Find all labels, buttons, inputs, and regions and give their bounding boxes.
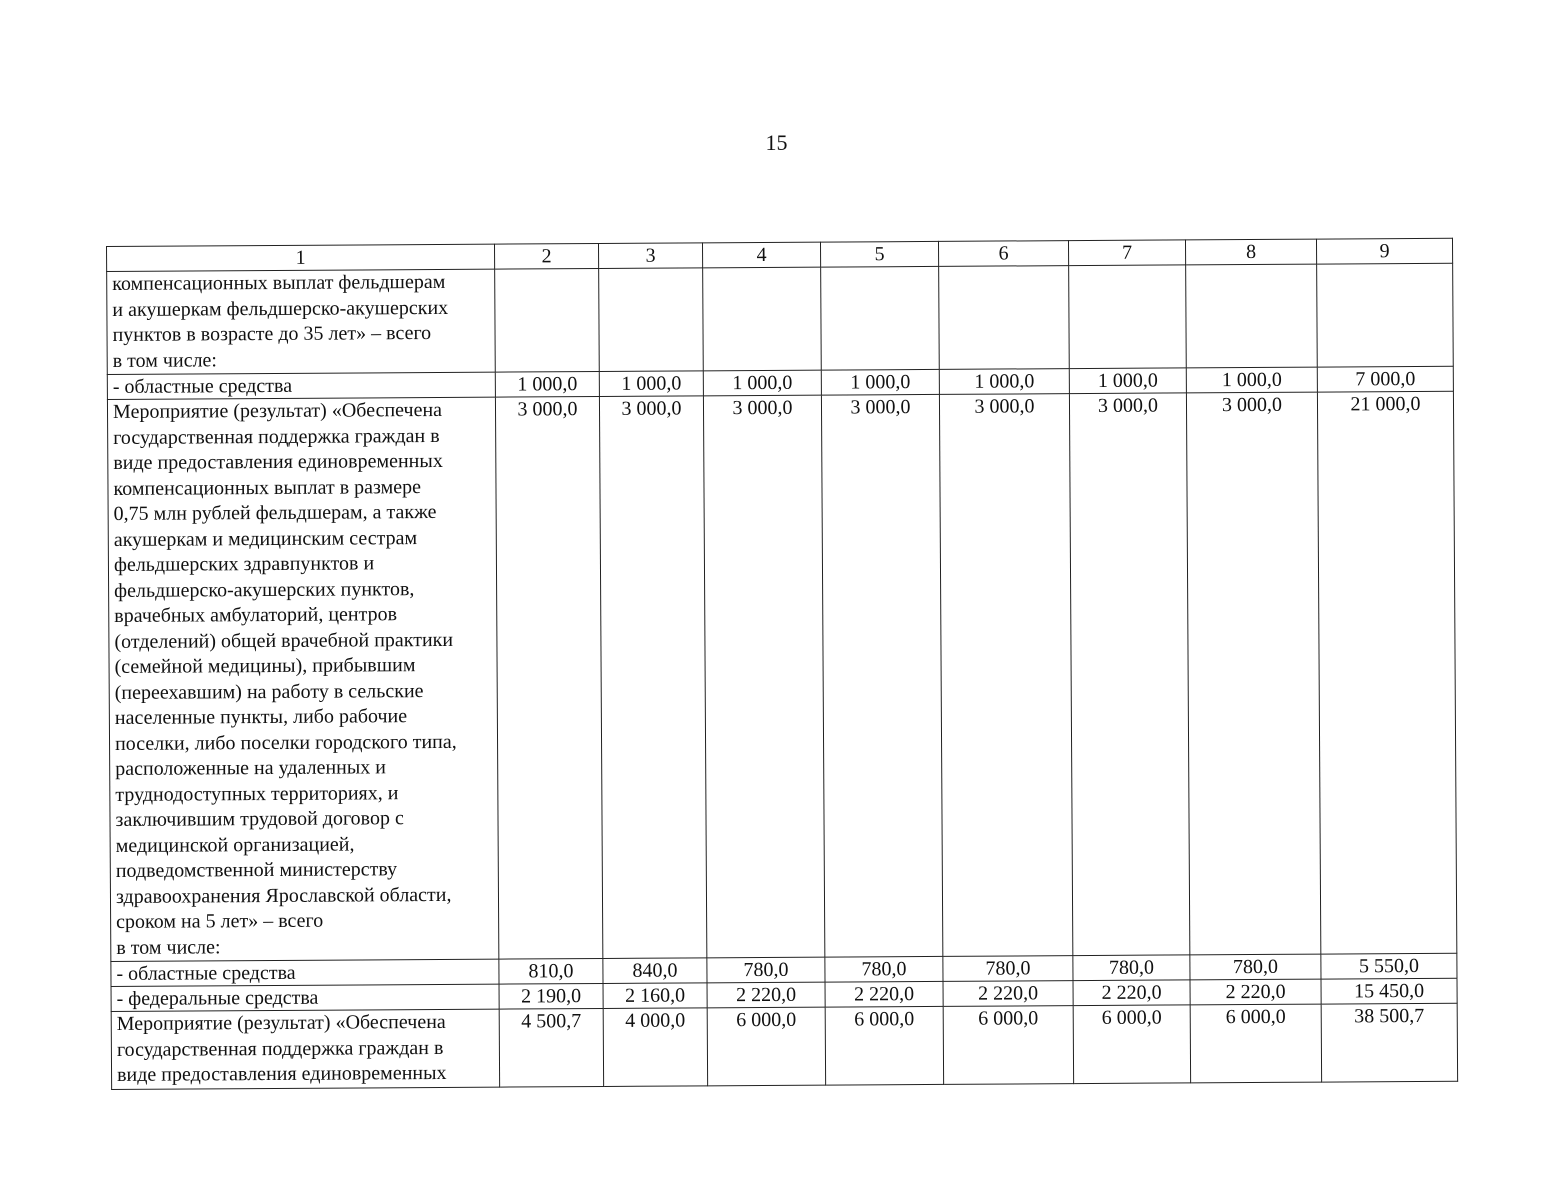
- cell-value-col-9: [1317, 263, 1454, 367]
- cell-value-col-5: [821, 266, 940, 370]
- table-row: [111, 1003, 1457, 1089]
- cell-value-col-8: [1186, 264, 1318, 368]
- cell-value-col-5: 6 000,0: [825, 1006, 943, 1084]
- cell-value-col-3: [599, 268, 704, 372]
- cell-value-col-2: 2 190,0: [499, 983, 603, 1009]
- cell-value-col-6: 2 220,0: [943, 981, 1073, 1007]
- column-header-2: 2: [494, 243, 598, 269]
- column-header-4: 4: [702, 242, 820, 268]
- cell-value-col-9: 15 450,0: [1321, 978, 1457, 1004]
- table-row: [107, 263, 1454, 374]
- row-label: компенсационных выплат фельдшерам и акушеркам фельдшерско-акушерских пунктов в возрасте до 35 лет» – всего в том числе:: [107, 269, 496, 374]
- cell-value-col-2: 4 500,7: [499, 1008, 603, 1086]
- row-label: Мероприятие (результат) «Обеспечена государственная поддержка граждан в виде предоставления единовременных компенсационных выплат в размере 0,75 млн рублей фельдшерам, а также акушеркам и медицинским сестрам фельдшерских здравпунктов и фельдшерско-акушерских пунктов, врачебных амбулаторий, центров (отделений) общей врачебной практики (семейной медицины), прибывшим (переехавшим) на работу в сельские населенные пункты, либо рабочие поселки, либо поселки городского типа, расположенные на удаленных и труднодоступных территориях, и заключившим трудовой договор с медицинской организацией, подведомственной министерству здравоохранения Ярославской области, сроком на 5 лет» – всего в том числе:: [107, 397, 498, 961]
- column-header-6: 6: [938, 241, 1068, 267]
- cell-value-col-4: 2 220,0: [707, 982, 825, 1008]
- cell-value-col-8: 3 000,0: [1186, 392, 1320, 955]
- cell-value-col-8: 2 220,0: [1190, 979, 1321, 1005]
- cell-value-col-5: 2 220,0: [825, 981, 943, 1007]
- cell-value-col-6: 1 000,0: [939, 369, 1069, 395]
- page-number: 15: [765, 130, 788, 155]
- cell-value-col-4: 3 000,0: [703, 395, 824, 958]
- cell-value-col-8: 1 000,0: [1186, 367, 1317, 393]
- cell-value-col-5: 3 000,0: [821, 394, 942, 957]
- column-header-9: 9: [1316, 238, 1452, 264]
- cell-value-col-6: 3 000,0: [939, 394, 1072, 957]
- cell-value-col-2: 3 000,0: [495, 396, 602, 959]
- column-header-7: 7: [1068, 240, 1185, 266]
- cell-value-col-8: 6 000,0: [1190, 1004, 1321, 1082]
- cell-value-col-3: 2 160,0: [603, 983, 707, 1009]
- column-header-5: 5: [820, 241, 938, 267]
- cell-value-col-6: 780,0: [943, 956, 1073, 982]
- column-header-1: 1: [107, 244, 495, 271]
- cell-value-col-2: [495, 268, 600, 372]
- row-label: - федеральные средства: [111, 984, 499, 1011]
- cell-value-col-7: 2 220,0: [1073, 980, 1190, 1006]
- cell-value-col-7: 6 000,0: [1073, 1005, 1190, 1083]
- cell-value-col-9: 38 500,7: [1321, 1003, 1457, 1081]
- cell-value-col-4: 6 000,0: [707, 1007, 825, 1085]
- cell-value-col-3: 3 000,0: [599, 396, 706, 959]
- cell-value-col-5: 780,0: [825, 956, 943, 982]
- cell-value-col-2: 1 000,0: [495, 371, 599, 397]
- cell-value-col-6: [939, 266, 1070, 370]
- cell-value-col-3: 4 000,0: [603, 1008, 707, 1086]
- column-header-3: 3: [598, 243, 702, 269]
- budget-table-container: [106, 238, 1457, 1090]
- cell-value-col-3: 840,0: [603, 958, 707, 984]
- cell-value-col-9: 5 550,0: [1321, 953, 1457, 979]
- cell-value-col-9: 7 000,0: [1317, 366, 1453, 392]
- cell-value-col-4: 780,0: [707, 957, 825, 983]
- cell-value-col-3: 1 000,0: [599, 371, 703, 397]
- cell-value-col-2: 810,0: [499, 958, 603, 984]
- cell-value-col-7: 1 000,0: [1069, 368, 1186, 394]
- cell-value-col-7: 3 000,0: [1069, 393, 1189, 956]
- cell-value-col-4: [703, 267, 822, 371]
- row-label: - областные средства: [107, 372, 495, 399]
- cell-value-col-8: 780,0: [1190, 954, 1321, 980]
- cell-value-col-6: 6 000,0: [943, 1006, 1073, 1084]
- cell-value-col-9: 21 000,0: [1317, 391, 1456, 954]
- cell-value-col-5: 1 000,0: [821, 369, 939, 395]
- cell-value-col-7: 780,0: [1073, 955, 1190, 981]
- table-body: [107, 263, 1458, 1089]
- budget-table: [106, 238, 1458, 1090]
- row-label: Мероприятие (результат) «Обеспечена государственная поддержка граждан в виде предоставления единовременных: [111, 1009, 499, 1089]
- table-row: [107, 391, 1456, 961]
- cell-value-col-7: [1069, 265, 1187, 369]
- column-header-8: 8: [1185, 239, 1316, 265]
- row-label: - областные средства: [111, 959, 499, 986]
- cell-value-col-4: 1 000,0: [703, 370, 821, 396]
